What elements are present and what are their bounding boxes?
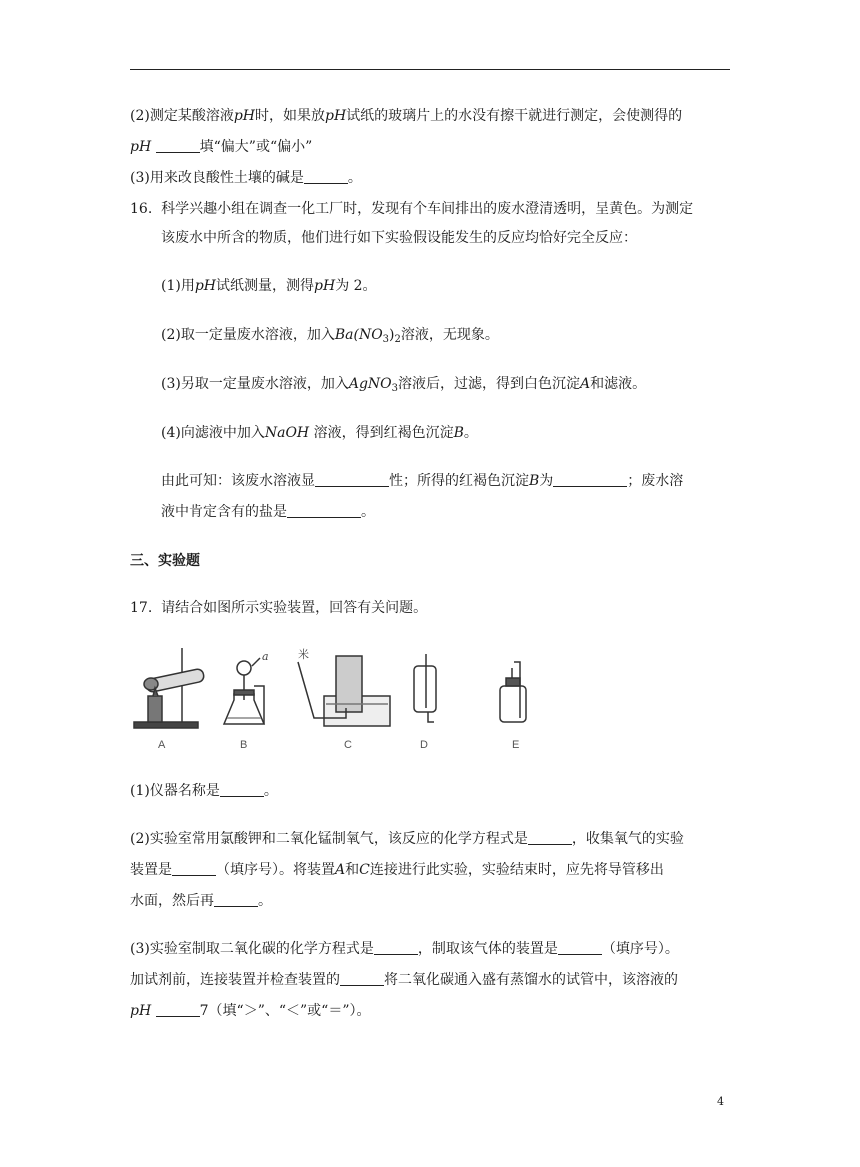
q17-stem: 17. 请结合如图所示实验装置，回答有关问题。 xyxy=(130,600,428,616)
answer-blank[interactable] xyxy=(553,472,627,487)
apparatus-e xyxy=(500,662,526,722)
label-a-mark: a xyxy=(262,650,269,663)
apparatus-c xyxy=(298,656,390,726)
apparatus-a xyxy=(134,648,205,728)
label-star-mark: 米 xyxy=(298,648,309,661)
label-E: E xyxy=(512,739,520,751)
q16-conclusion-line1: 由此可知：该废水溶液显 性；所得的红褐色沉淀B为 ；废水溶 xyxy=(161,473,684,489)
q15-part2-line2: pH 填“偏大”或“偏小” xyxy=(130,139,313,155)
q16-stem-line1: 16. 科学兴趣小组在调查一化工厂时，发现有个车间排出的废水澄清透明，呈黄色。为测定 xyxy=(130,201,694,217)
apparatus-d xyxy=(414,654,436,722)
section-heading: 三、实验题 xyxy=(130,553,200,569)
answer-blank[interactable] xyxy=(315,472,389,487)
label-B: B xyxy=(240,739,248,751)
apparatus-figure xyxy=(128,642,548,754)
q17-part2-line3: 水面，然后再 。 xyxy=(130,893,272,909)
q15-part2-line1: (2)测定某酸溶液pH时，如果放pH试纸的玻璃片上的水没有擦干就进行测定，会使测得的 xyxy=(130,108,683,124)
answer-blank[interactable] xyxy=(558,940,602,955)
q17-part1: (1)仪器名称是 。 xyxy=(130,783,278,799)
answer-blank[interactable] xyxy=(172,861,216,876)
apparatus-b xyxy=(224,658,264,724)
answer-blank[interactable] xyxy=(304,169,348,184)
q16-step1: (1)用pH试纸测量，测得pH为 2。 xyxy=(161,278,377,294)
answer-blank[interactable] xyxy=(156,138,200,153)
q15-part3: (3)用来改良酸性土壤的碱是 。 xyxy=(130,170,362,186)
q17-part3-line2: 加试剂前，连接装置并检查装置的 将二氧化碳通入盛有蒸馏水的试管中，该溶液的 xyxy=(130,972,678,988)
page-number: 4 xyxy=(717,1095,724,1108)
q17-part3-line1: (3)实验室制取二氧化碳的化学方程式是 ，制取该气体的装置是 （填序号）。 xyxy=(130,941,679,957)
q16-step3: (3)另取一定量废水溶液，加入AgNO$_3$溶液后，过滤，得到白色沉淀A和滤液。 xyxy=(161,376,647,394)
q16-stem-line2: 该废水中所含的物质，他们进行如下实验假设能发生的反应均恰好完全反应： xyxy=(161,230,637,246)
label-D: D xyxy=(420,739,428,751)
q16-step4: (4)向滤液中加入NaOH 溶液，得到红褐色沉淀B。 xyxy=(161,425,478,441)
answer-blank[interactable] xyxy=(156,1002,200,1017)
label-C: C xyxy=(344,739,352,751)
answer-blank[interactable] xyxy=(528,830,572,845)
q16-step2: (2)取一定量废水溶液，加入$Ba(NO_3)_2$溶液，无现象。 xyxy=(161,327,499,345)
answer-blank[interactable] xyxy=(340,971,384,986)
q17-part2-line1: (2)实验室常用氯酸钾和二氧化锰制氧气，该反应的化学方程式是 ，收集氧气的实验 xyxy=(130,831,684,847)
answer-blank[interactable] xyxy=(220,782,264,797)
answer-blank[interactable] xyxy=(214,892,258,907)
q16-conclusion-line2: 液中肯定含有的盐是 。 xyxy=(161,504,375,520)
header-rule xyxy=(130,69,730,70)
label-A: A xyxy=(158,739,166,751)
q17-part3-line3: pH 7（填“＞”、“＜”或“＝”）。 xyxy=(130,1003,371,1019)
answer-blank[interactable] xyxy=(287,503,361,518)
q17-part2-line2: 装置是 （填序号）。将装置A和C连接进行此实验，实验结束时，应先将导管移出 xyxy=(130,862,664,878)
answer-blank[interactable] xyxy=(374,940,418,955)
